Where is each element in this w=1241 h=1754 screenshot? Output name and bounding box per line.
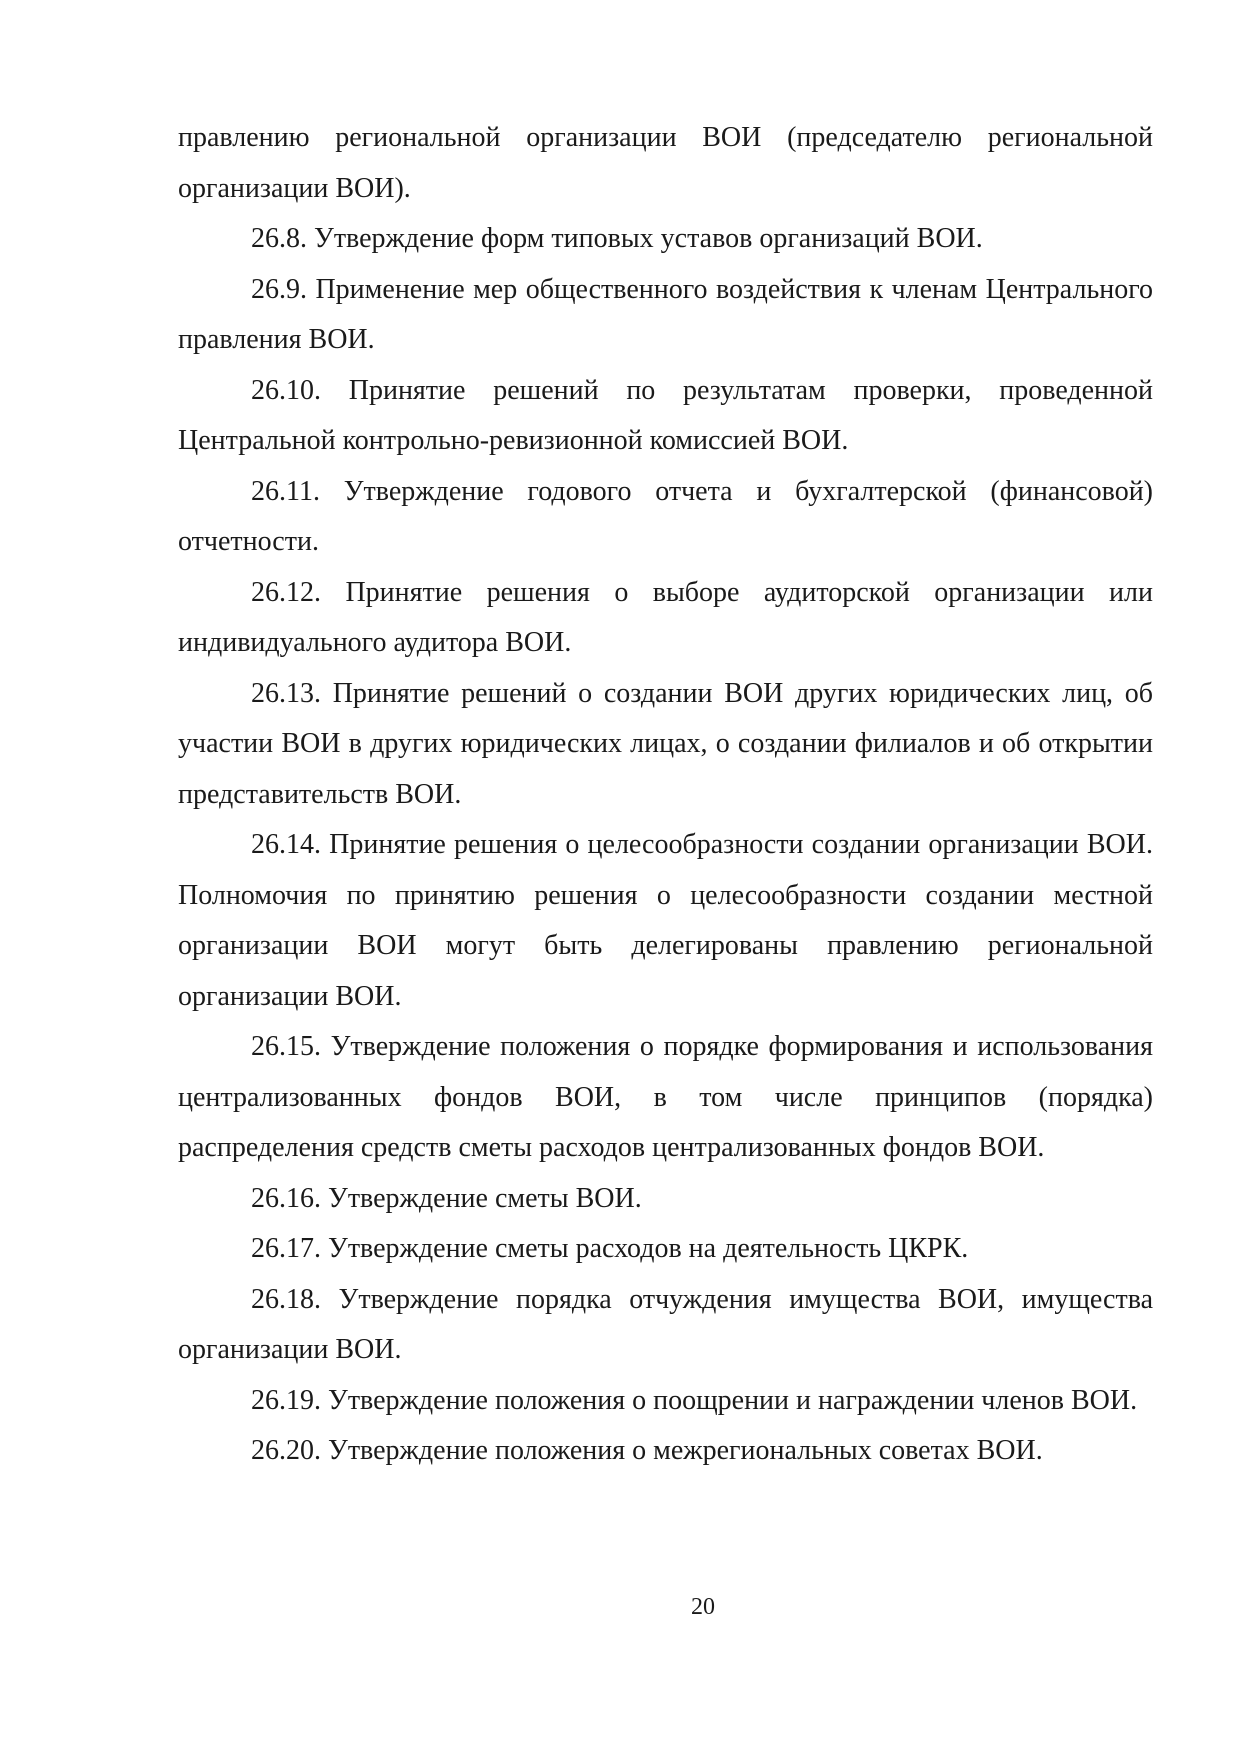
clause-26-20: 26.20. Утверждение положения о межрегиональных советах ВОИ. xyxy=(251,1435,1043,1466)
clause-26-15: 26.15. Утверждение положения о порядке формирования и использования централизованных фондов ВОИ, в том числе принципов (порядка) распределения средств сметы расходов централизованных фондов ВОИ. xyxy=(178,1031,1153,1163)
document-body xyxy=(178,113,1153,1477)
clause-26-17: 26.17. Утверждение сметы расходов на деятельность ЦКРК. xyxy=(251,1233,969,1264)
page-number: 20 xyxy=(691,1594,715,1620)
clause-26-8: 26.8. Утверждение форм типовых уставов организаций ВОИ. xyxy=(251,223,983,254)
clause-26-10: 26.10. Принятие решений по результатам проверки, проведенной Центральной контрольно-ревизионной комиссией ВОИ. xyxy=(178,374,1153,456)
clause-26-9: 26.9. Применение мер общественного воздействия к членам Центрального правления ВОИ. xyxy=(178,273,1153,355)
clause-26-14: 26.14. Принятие решения о целесообразности создании организации ВОИ. Полномочия по принятию решения о целесообразности создании местной организации ВОИ могут быть делегированы правлению региональной организации ВОИ. xyxy=(178,829,1153,1012)
clause-26-16: 26.16. Утверждение сметы ВОИ. xyxy=(251,1182,642,1214)
clause-26-19: 26.19. Утверждение положения о поощрении и награждении членов ВОИ. xyxy=(251,1384,1138,1416)
clause-26-13: 26.13. Принятие решений о создании ВОИ других юридических лиц, об участии ВОИ в других юридических лицах, о создании филиалов и об открытии представительств ВОИ. xyxy=(178,677,1153,810)
clause-26-12: 26.12. Принятие решения о выборе аудиторской организации или индивидуального аудитора ВОИ. xyxy=(178,576,1153,658)
clause-26-11: 26.11. Утверждение годового отчета и бухгалтерской (финансовой) отчетности. xyxy=(178,475,1153,557)
clause-26-18: 26.18. Утверждение порядка отчуждения имущества ВОИ, имущества организации ВОИ. xyxy=(178,1283,1153,1365)
continuation-paragraph: правлению региональной организации ВОИ (председателю региональной организации ВОИ). xyxy=(178,122,1153,204)
